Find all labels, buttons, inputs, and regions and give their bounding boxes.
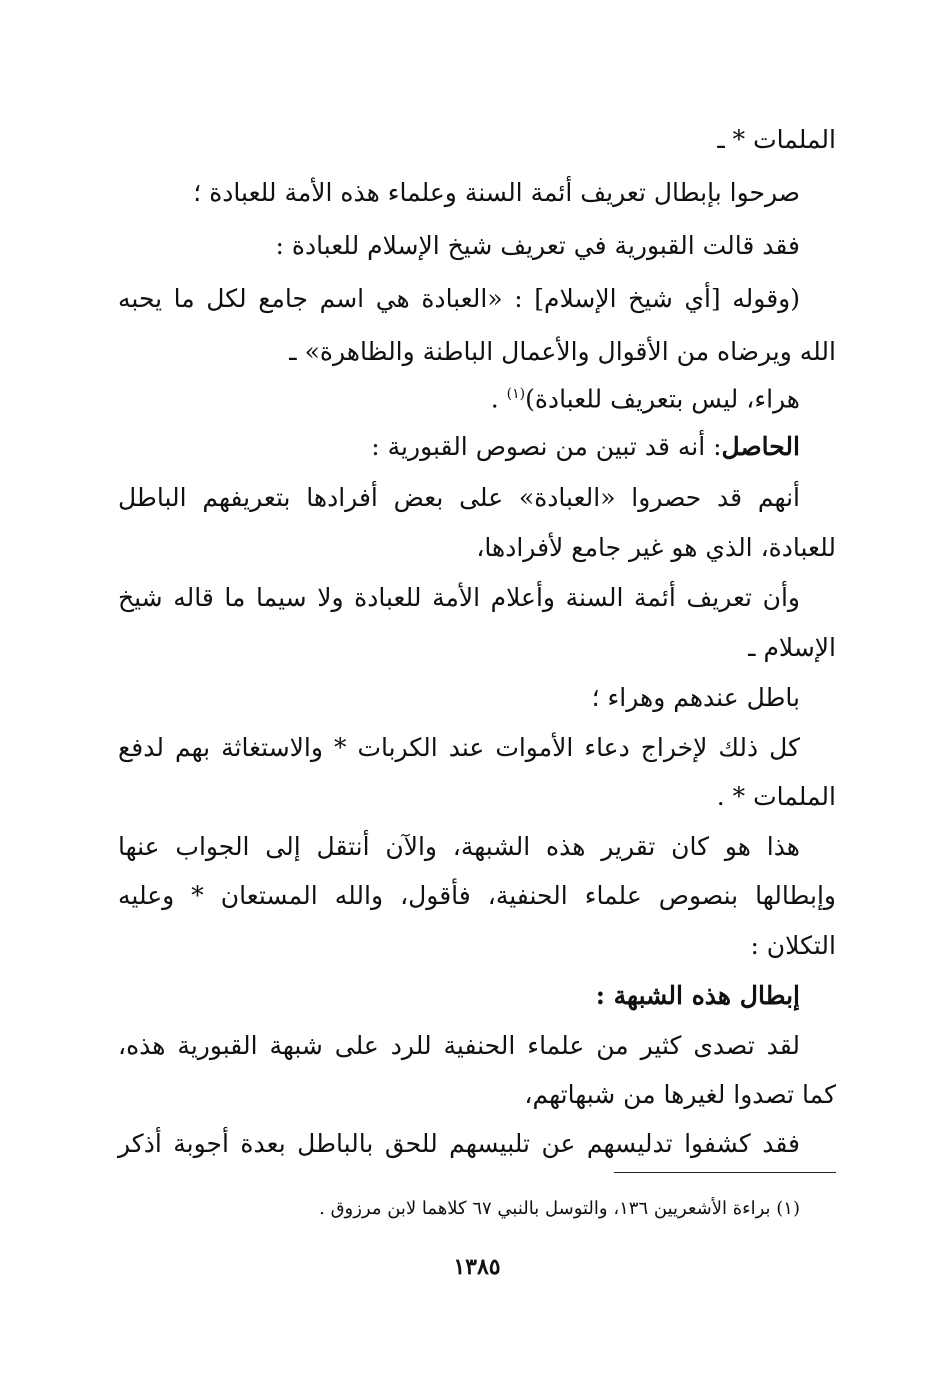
text-line-11: الإسلام ـ [748, 633, 836, 662]
text-line-16: وإبطالها بنصوص علماء الحنفية، فأقول، والله المستعان * وعليه [118, 881, 836, 910]
footnote: (١) براءة الأشعريين ١٣٦، والتوسل بالنبي ٦٧ كلاهما لابن مرزوق . [319, 1198, 800, 1219]
text-line-21: فقد كشفوا تدليسهم عن تلبيسهم للحق بالباطل بعدة أجوبة أذكر [118, 1129, 800, 1158]
text-line-6 [491, 374, 800, 414]
text-line-15: هذا هو كان تقرير هذه الشبهة، والآن أنتقل إلى الجواب عنها [118, 832, 800, 861]
text-line-20: كما تصدوا لغيرها من شبهاتهم، [524, 1080, 836, 1109]
text-line-10: وأن تعريف أئمة السنة وأعلام الأمة للعبادة ولا سيما ما قاله شيخ [118, 583, 800, 612]
page-number: ١٣٨٥ [453, 1254, 501, 1280]
text-line-4: (وقوله [أي شيخ الإسلام] : «العبادة هي اسم جامع لكل ما يحبه [118, 284, 800, 313]
text-line-7-body: : أنه قد تبين من نصوص القبورية : [371, 432, 722, 461]
section-heading: إبطال هذه الشبهة : [595, 981, 800, 1010]
text-line-3: فقد قالت القبورية في تعريف شيخ الإسلام للعبادة : [275, 231, 800, 260]
text-line-19: لقد تصدى كثير من علماء الحنفية للرد على شبهة القبورية هذه، [118, 1031, 800, 1060]
text-line-5: الله ويرضاه من الأقوال والأعمال الباطنة والظاهرة» ـ [289, 337, 836, 366]
heading-alhasil: الحاصل [721, 432, 800, 461]
text-line-8: أنهم قد حصروا «العبادة» على بعض أفرادها بتعريفهم الباطل [118, 483, 800, 512]
footnote-marker: (١) [506, 386, 526, 402]
text-line-6-end: . [490, 384, 507, 414]
text-line-1: الملمات * ـ [717, 125, 836, 154]
text-line-14: الملمات * . [716, 782, 836, 811]
text-line-2: صرحوا بإبطال تعريف أئمة السنة وعلماء هذه الأمة للعبادة ؛ [193, 178, 800, 207]
text-line-17: التكلان : [750, 931, 836, 960]
text-line-12: باطل عندهم وهراء ؛ [591, 683, 800, 712]
text-line-13: كل ذلك لإخراج دعاء الأموات عند الكربات * والاستغاثة بهم لدفع [118, 733, 800, 762]
text-line-6-body: هراء، ليس بتعريف للعبادة) [525, 384, 800, 414]
footnote-divider [614, 1172, 836, 1173]
text-line-7 [371, 427, 800, 467]
text-line-9: للعبادة، الذي هو غير جامع لأفرادها، [476, 533, 836, 562]
